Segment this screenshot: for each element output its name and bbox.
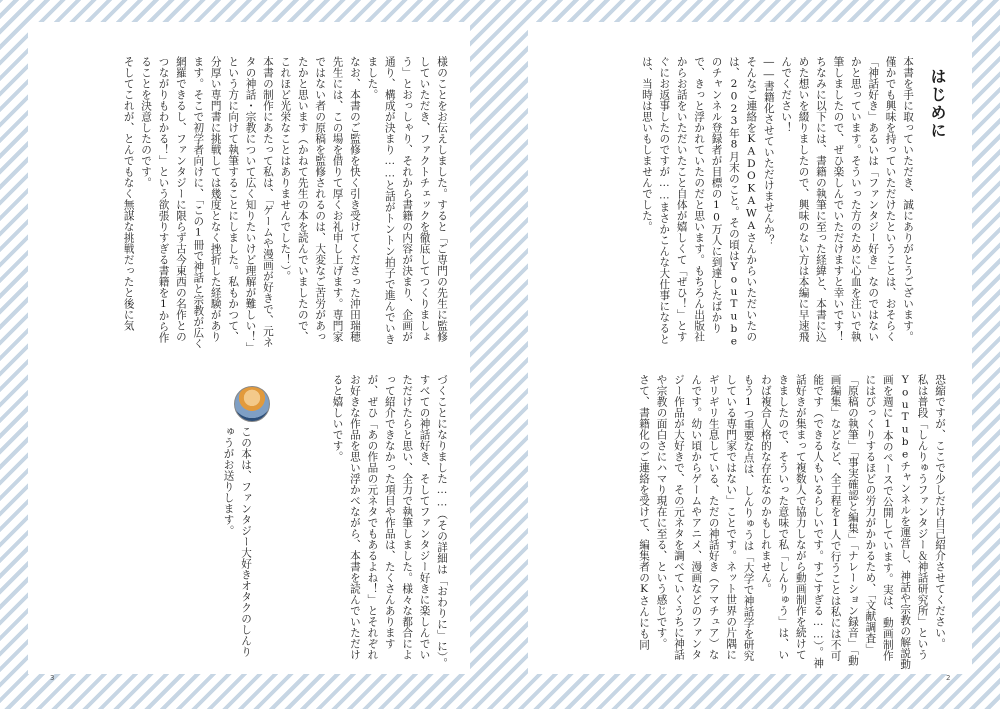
page-number: 2 [946, 674, 951, 682]
paragraph: なお、本書のご監修を快く引き受けてくださった沖田瑞穂先生には、この場を借りて厚くお礼申し上げます。専門家ではない者の原稿を監修されるのは、大変なご苦労があったかと思います（かねて先生の本を読んでいましたので、これほど光栄なことはありませんでした！）。 [279, 56, 361, 342]
paragraph: ――書籍化させていただけませんか？ [762, 56, 775, 246]
paragraph: さて、書籍化のご連絡を受けて、編集者のKさんにも同 [638, 374, 651, 651]
author-avatar [234, 386, 270, 422]
paragraph: 恐縮ですが、ここで少しだけ自己紹介させてください。 [934, 374, 946, 649]
paragraph: 私は普段「しんりゅうファンタジー＆神話研究所」というYouTubeチャンネルを運営し、神話や宗教の解説動画を週に1本のペースで公開しています。実は、動画制作にはびっくりするほどの労力がかかるため、「文献調査」「原稿の執筆」「事実確認と編集」「ナレーション録音」「動画編集」などなど、全工程を1人で行うことは私には不可能です（できる人もいるらしいです。すごすぎる……）。神話好きが集まって複数人で協力しながら動画制作を続けてきましたので、そういった意味で私「しんりゅう」は、いわば複合人格的な存在なのかもしれません。 [759, 374, 929, 670]
left-lower-text [256, 374, 450, 670]
paragraph: もう1つ重要な点は、しんりゅうは「大学で神話学を研究している専門家ではない」ことです。ネット世界の片隅にギリギリ生息している、ただの神話好き（アマチュア）なんです。幼い頃からゲームやアニメ、漫画などのファンタジー作品が大好きで、その元ネタを調べていくうちに神話や宗教の面白さにハマり現在に至る、という感じです。 [655, 374, 755, 662]
left-page [28, 22, 470, 682]
left-upper-text [48, 56, 450, 352]
page-number: 3 [50, 674, 55, 682]
paragraph: 僅かでも興味を持っていただけたということは、おそらく「神話好き」あるいは「ファンタジー好き」なのではないかと思っています。そういった方のために心血を注いで執筆しましたので、ぜひ楽しんでいただけますと幸いです！ちなみに以下には、書籍の執筆に至った経緯と、本書に込めた想いを綴りましたので、興味のない方は本編に早速飛んでください！ [780, 56, 897, 342]
page-title: はじめに [928, 68, 947, 140]
paragraph: 本書を手に取っていただき、誠にありがとうございます。 [902, 56, 914, 342]
signature-text: この本は、ファンタジー大好きオタクのしんりゅうがお送りします。 [222, 426, 252, 657]
right-upper-text [560, 56, 916, 352]
paragraph: そしてこれが、とんでもなく無謀な挑戦だったと後に気 [122, 56, 135, 331]
paragraph: 本書の制作にあたって私は、「ゲームや漫画が好きで、元ネタの神話・宗教について広く知りたいけど理解が難しい！」という方に向けて執筆することにしました。私もかつて、分厚い専門書に挑戦しては幾度となく挫折した経験があります。そこで初学者向けに、「この1冊で神話と宗教が広く網羅できるし、ファンタジーに限らず古今東西の名作とのつながりもわかる！」という欲張りすぎる書籍を1から作ることを決意したのです。 [140, 56, 274, 350]
right-page [528, 22, 972, 682]
paragraph: づくことになりました……（その詳細は「おわりに」に）。 [436, 374, 448, 669]
right-lower-text [560, 374, 948, 670]
paragraph: 様のことをお伝えしました。すると「ご専門の先生に監修していただき、ファクトチェックを徹底してつくりましょう」とおっしゃり、それから書籍の内容が決まり、企画が通り、構成が決まり……と話がトントン拍子で進んでいきました。 [366, 56, 448, 345]
paragraph: すべての神話好き、そしてファンタジー好きに楽しんでいただけたらと思い、全力で執筆しました。様々な都合によって紹介できなかった項目や作品は、たくさんありますが、ぜひ「あの作品の元ネタでもあるよね！」とそれぞれお好きな作品を思い浮かべながら、本書を読んでいただけると嬉しいです。 [331, 374, 431, 660]
author-signature [218, 426, 254, 666]
paragraph: そんなご連絡をKADOKAWAさんからいただいたのは、2023年8月末のこと。その頃はYouTubeのチャンネル登録者が目標の10万人に到達したばかりで、きっと浮かれていたのだと思います。もちろん出版社からお話をいただいたこと自体が嬉しくて「ぜひ！」とすぐにお返事したのですが……まさかこんな大仕事になるとは、当時は思いもしませんでした。 [640, 56, 758, 348]
